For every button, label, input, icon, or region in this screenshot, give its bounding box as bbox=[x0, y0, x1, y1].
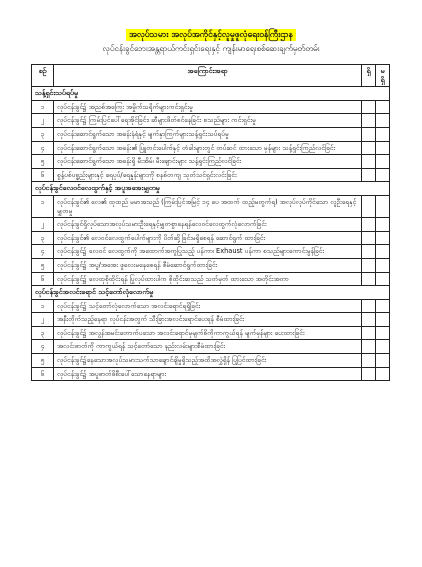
row-number: ၄ bbox=[32, 141, 54, 155]
row-text: လုပ်ငန်းခွင်၌ လေဝင် လေထွက်ကို အထောက်အကူပြုသည့် ပန်ကာ၊ Exhaust ပန်ကာ စသည်များကောင်းမွန်ခြင်း bbox=[54, 245, 362, 259]
row-text: လုပ်ငန်းဆောင်ရွက်သော အခန်း၏ ပြူတင်းပေါက်နှင့် တံခါးများတွင် တပ်ဆင် ထားသော မှန်များ သန့်ရှင်းကြည်လင်ခြင်း bbox=[54, 141, 362, 155]
yes-cell[interactable] bbox=[362, 231, 376, 245]
yes-cell[interactable] bbox=[362, 127, 376, 141]
row-text: လုပ်ငန်းခွင်၌ သင့်တော်လုံလောက်သော အလင်းရောင်ရရှိခြင်း bbox=[54, 299, 362, 313]
row-text: လုပ်ငန်းခွင်၏ လေ၏ ထုထည် မမာအသည် (ကြမ်းပြင်အမြင့် ၁၄ ပေ အထက် ထည့်မတွက်ရ) အလုပ်လုပ်ကိုင်သော လူဦးရေနှင့် မျှတမှု bbox=[54, 195, 362, 217]
row-number: ၅ bbox=[32, 258, 54, 272]
row-text: အလင်းဓာတ်ကို ကာကွယ်ရန် သင့်တော်သော နည်းလမ်းများစီမံထားခြင်း bbox=[54, 340, 362, 354]
no-cell[interactable] bbox=[376, 231, 390, 245]
row-number: ၅ bbox=[32, 354, 54, 368]
no-cell[interactable] bbox=[376, 155, 390, 169]
header-no: စဉ် bbox=[32, 65, 54, 87]
table-row bbox=[32, 258, 390, 272]
row-number: ၆ bbox=[32, 272, 54, 286]
table-row bbox=[32, 367, 390, 381]
no-cell[interactable] bbox=[376, 100, 390, 114]
row-number: ၂ bbox=[32, 313, 54, 327]
yes-cell[interactable] bbox=[362, 100, 376, 114]
row-number: ၃ bbox=[32, 127, 54, 141]
no-cell[interactable] bbox=[376, 354, 390, 368]
row-number: ၃ bbox=[32, 231, 54, 245]
no-cell[interactable] bbox=[376, 141, 390, 155]
row-text: လုပ်ငန်းခွင်၌ အညစ်အကြေး အမှိုက်သရိုက်များကင်းရှင်းမှု bbox=[54, 100, 362, 114]
yes-cell[interactable] bbox=[362, 141, 376, 155]
table-row bbox=[32, 272, 390, 286]
yes-cell[interactable] bbox=[362, 155, 376, 169]
yes-cell[interactable] bbox=[362, 245, 376, 259]
yes-cell[interactable] bbox=[362, 326, 376, 340]
yes-cell[interactable] bbox=[362, 114, 376, 128]
section-title: လုပ်ငန်းခွင်အလင်းရောင် သင့်တော်လုံလောက်မှု bbox=[32, 286, 390, 300]
no-cell[interactable] bbox=[376, 195, 390, 217]
title-block bbox=[0, 22, 422, 55]
table-row bbox=[32, 313, 390, 327]
table-row bbox=[32, 127, 390, 141]
row-number: ၃ bbox=[32, 326, 54, 340]
row-text: လုပ်ငန်းခွင်၌ အလွန်အမင်းတောက်ပသော အလင်းရောင်မှမျက်စိကိုကာကွယ်ရန် မျက်မှန်များ ပေးထားခြင်း bbox=[54, 326, 362, 340]
checklist-table bbox=[31, 64, 390, 381]
table-row bbox=[32, 100, 390, 114]
no-cell[interactable] bbox=[376, 272, 390, 286]
row-number: ၂ bbox=[32, 218, 54, 232]
no-cell[interactable] bbox=[376, 168, 390, 182]
row-text: လုပ်ငန်းဆောင်ရွက်သော အခန်းနံရံနှင့် မျက်နှာကြက်များသန့်ရှင်းသပ်ရပ်မှု bbox=[54, 127, 362, 141]
table-row bbox=[32, 141, 390, 155]
header-yes: ရှိ bbox=[362, 65, 376, 87]
section-row bbox=[32, 182, 390, 196]
yes-cell[interactable] bbox=[362, 299, 376, 313]
row-number: ၄ bbox=[32, 245, 54, 259]
row-text: လုပ်ငန်းခွင်၌နေသောအလုပ်သမားသက်သာချောင်ချိမှုရှိသည့်အထိအလွှဲရှိန် ပြုပြင်ထားခြင်း bbox=[54, 354, 362, 368]
no-cell[interactable] bbox=[376, 218, 390, 232]
row-number: ၂ bbox=[32, 114, 54, 128]
header-no-answer: မရှိ bbox=[376, 65, 390, 87]
section-title: သန့်ရှင်းသပ်ရပ်မှု bbox=[32, 87, 390, 101]
row-text: လုပ်ငန်းခွင်၌ အပူဓာတ်ဖိစီးပေါ်သောနေရာများ bbox=[54, 367, 362, 381]
row-text: စွန့်ပစ်ပစ္စည်းများနှင့် ရေပုပ်/ရေနှုန်းများကို စနစ်တကျ သုတ်သင်ရှင်းလင်းခြင်း bbox=[54, 168, 362, 182]
yes-cell[interactable] bbox=[362, 168, 376, 182]
row-text: လုပ်ငန်းခွင်၌ ကြမ်းပြင်ပေါ်ရေအိုင်ခြင်း၊ ဆီများဖိတ်စင်နေခြင်း စသည်များ ကင်းရှင်းမှု bbox=[54, 114, 362, 128]
yes-cell[interactable] bbox=[362, 258, 376, 272]
row-number: ၁ bbox=[32, 195, 54, 217]
no-cell[interactable] bbox=[376, 367, 390, 381]
table-row bbox=[32, 155, 390, 169]
yes-cell[interactable] bbox=[362, 354, 376, 368]
no-cell[interactable] bbox=[376, 313, 390, 327]
table-row bbox=[32, 218, 390, 232]
table-row bbox=[32, 195, 390, 217]
table-row bbox=[32, 354, 390, 368]
section-row bbox=[32, 87, 390, 101]
table-row bbox=[32, 299, 390, 313]
document-subtitle: လုပ်ငန်းခွင်ဘေးအန္တရာယ်ကင်းရှင်းရေးနှင့် ကျန်းမာရေးစစ်ဆေးချက်မှတ်တမ်း bbox=[102, 44, 320, 53]
yes-cell[interactable] bbox=[362, 272, 376, 286]
no-cell[interactable] bbox=[376, 258, 390, 272]
row-text: လုပ်ငန်းခွင်၌ လေထုစိုထိုင်းရန် ပြုလုပ်ထားပါက စိုထိုင်းဆသည် သတ်မှတ် ထားသော အတိုင်းအတာ bbox=[54, 272, 362, 286]
table-row bbox=[32, 114, 390, 128]
row-text: လုပ်ငန်းခွင်၏ လေဝင်လေထွက်ပေါက်များကို ပိတ်ဆို့ခြင်းမရှိစေရန် ဆောင်ရွက် ထားခြင်း bbox=[54, 231, 362, 245]
no-cell[interactable] bbox=[376, 299, 390, 313]
section-title: လုပ်ငန်းခွင်လေဝင်လေထွက်နှင့် အပူအအေးမျှတမှု bbox=[32, 182, 390, 196]
table-row bbox=[32, 340, 390, 354]
header-item: အကြောင်းအရာ bbox=[54, 65, 362, 87]
section-row bbox=[32, 286, 390, 300]
row-number: ၆ bbox=[32, 367, 54, 381]
row-text: လုပ်ငန်းခွင်ရှိလုပ်သောအလုပ်သမားဦးရေနှင့်မျှတစွာနေရန်လေဝင်လေထွက်လုံလောက်ခြင်း bbox=[54, 218, 362, 232]
row-text: လုပ်ငန်းခွင်၌ အပူ/အအေး ဖူလေးမနေစေရန် စီမံဆောင်ရွက်ထားခြင်း bbox=[54, 258, 362, 272]
yes-cell[interactable] bbox=[362, 367, 376, 381]
row-number: ၁ bbox=[32, 299, 54, 313]
yes-cell[interactable] bbox=[362, 218, 376, 232]
no-cell[interactable] bbox=[376, 326, 390, 340]
table-row bbox=[32, 168, 390, 182]
table-row bbox=[32, 231, 390, 245]
no-cell[interactable] bbox=[376, 127, 390, 141]
no-cell[interactable] bbox=[376, 245, 390, 259]
row-number: ၆ bbox=[32, 168, 54, 182]
row-text: အနီးတိုက်သည့်နေရာ လုပ်ငန်းအတွက် သီးခြားအလင်းရောင်ပေးရန် စီမံထားခြင်း bbox=[54, 313, 362, 327]
table-row bbox=[32, 245, 390, 259]
table-row bbox=[32, 326, 390, 340]
row-number: ၅ bbox=[32, 155, 54, 169]
yes-cell[interactable] bbox=[362, 340, 376, 354]
row-text: လုပ်ငန်းဆောင်ရွက်သော အခန်းရှိ မီးအိမ်၊ မီးချောင်းများ သန့်ရှင်းကြည်လင်ခြင်း bbox=[54, 155, 362, 169]
row-number: ၄ bbox=[32, 340, 54, 354]
no-cell[interactable] bbox=[376, 114, 390, 128]
document-title: အလုပ်သမား အလုပ်အကိုင်နှင့်လူမှုဖူလုံရေးဝန်ကြီးဌာန bbox=[126, 29, 296, 41]
yes-cell[interactable] bbox=[362, 313, 376, 327]
yes-cell[interactable] bbox=[362, 195, 376, 217]
header-row bbox=[32, 65, 390, 87]
no-cell[interactable] bbox=[376, 340, 390, 354]
row-number: ၁ bbox=[32, 100, 54, 114]
